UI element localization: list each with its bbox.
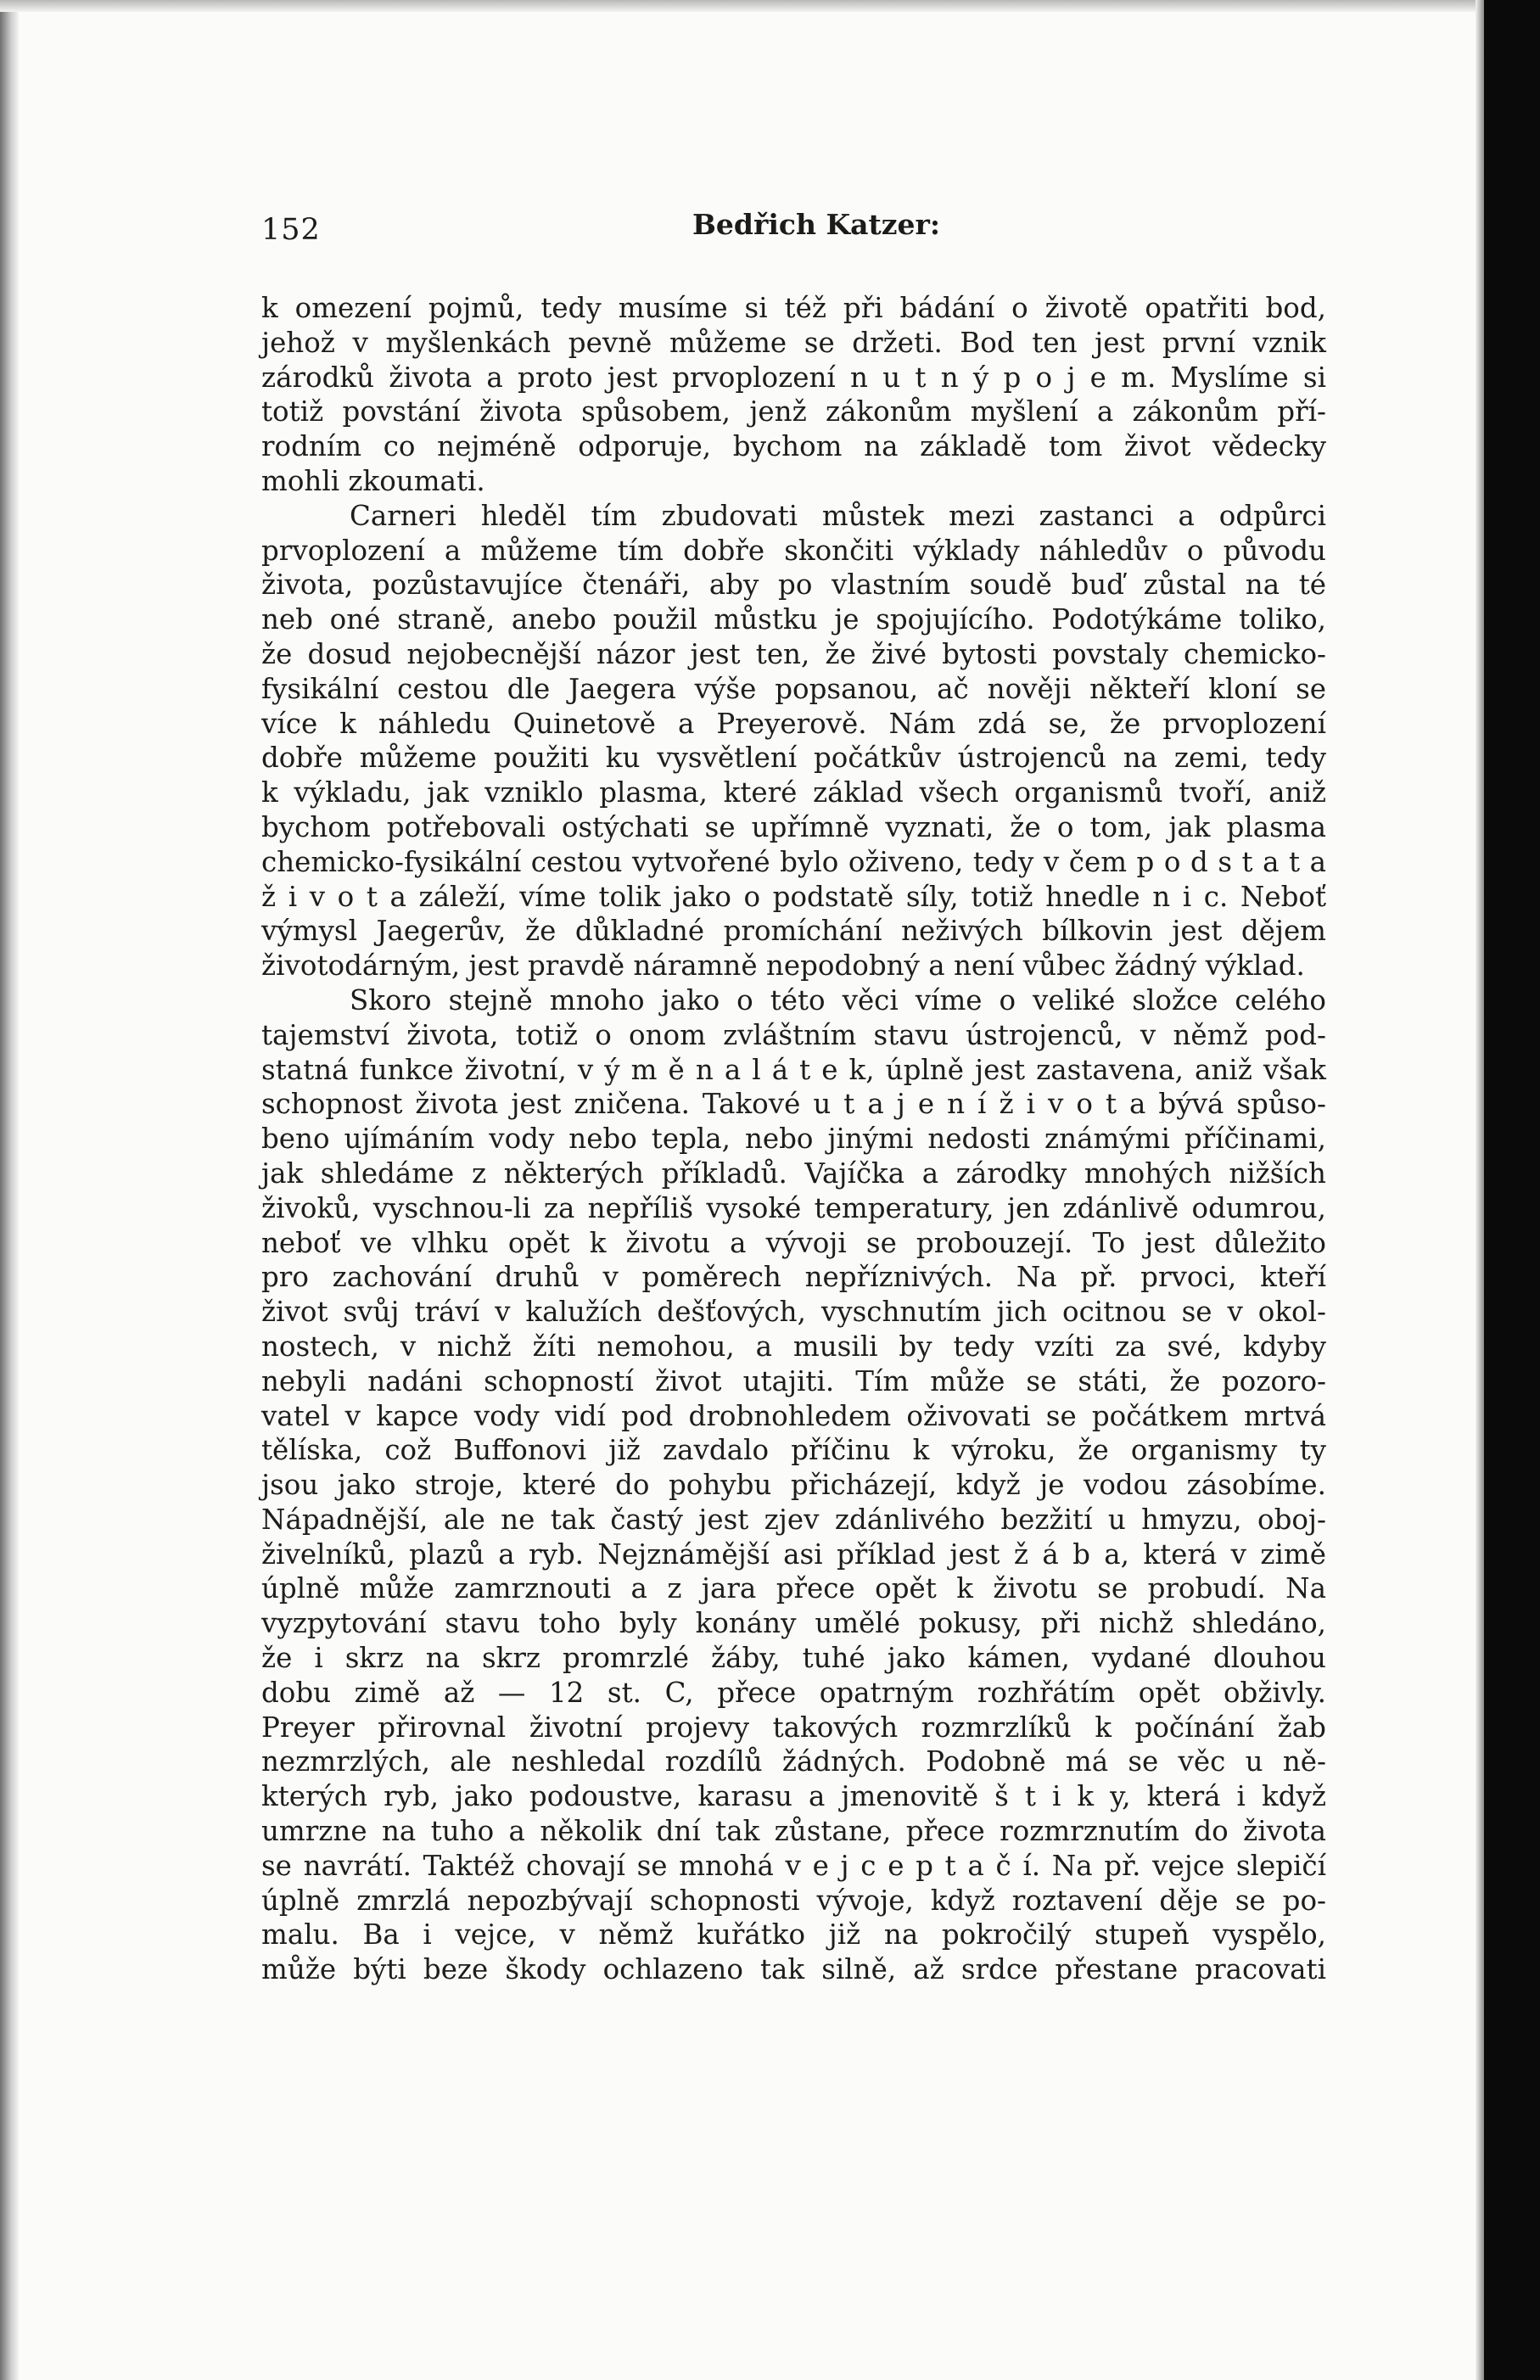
text-line: k výkladu, jak vzniklo plasma, které základ všech organismů tvoří, aniž bbox=[261, 776, 1326, 809]
text-line: tajemství života, totiž o onom zvláštním stavu ústrojenců, v němž pod- bbox=[261, 1018, 1326, 1051]
text-line: nostech, v nichž žíti nemohou, a musili by tedy vzíti za své, kdyby bbox=[261, 1330, 1326, 1363]
text-line: živoků, vyschnou-li za nepříliš vysoké temperatury, jen zdánlivě odumrou, bbox=[261, 1191, 1326, 1224]
text-line: život svůj tráví v kalužích dešťových, vyschnutím jich ocitnou se v okol- bbox=[261, 1296, 1326, 1329]
scan-shadow-right bbox=[1476, 0, 1484, 2380]
text-line: totiž povstání života spůsobem, jenž zákonům myšlení a zákonům pří- bbox=[261, 395, 1326, 428]
text-line: úplně může zamrznouti a z jara přece opět k životu se probudí. Na bbox=[261, 1572, 1326, 1605]
scan-shadow-top bbox=[0, 0, 1540, 12]
text-line: prvoplození a můžeme tím dobře skončiti výklady náhledův o původu bbox=[261, 534, 1326, 567]
text-line: Skoro stejně mnoho jako o této věci víme o veliké složce celého bbox=[350, 983, 1326, 1016]
text-line: Nápadnější, ale ne tak častý jest zjev zdánlivého bezžití u hmyzu, oboj- bbox=[261, 1503, 1326, 1536]
text-line: umrzne na tuho a několik dní tak zůstane, přece rozmrznutím do života bbox=[261, 1815, 1326, 1848]
text-line: tělíska, což Buffonovi již zavdalo příčinu k výroku, že organismy ty bbox=[261, 1434, 1326, 1467]
text-line: mohli zkoumati. bbox=[261, 464, 485, 497]
running-head: Bedřich Katzer: bbox=[692, 208, 941, 241]
text-line: schopnost života jest zničena. Takové u t a j e n í ž i v o t a bývá spůso- bbox=[261, 1088, 1326, 1121]
text-line: zárodků života a proto jest prvoplození n u t n ý p o j e m. Myslíme si bbox=[261, 361, 1326, 394]
text-line: pro zachování druhů v poměrech nepříznivých. Na př. prvoci, kteří bbox=[261, 1261, 1326, 1294]
text-line: dobu zimě až — 12 st. C, přece opatrným rozhřátím opět obživly. bbox=[261, 1676, 1326, 1709]
text-line: jehož v myšlenkách pevně můžeme se držeti. Bod ten jest první vznik bbox=[261, 326, 1326, 359]
text-line: nebyli nadáni schopností život utajiti. Tím může se státi, že pozoro- bbox=[261, 1364, 1326, 1397]
text-line: ž i v o t a záleží, víme tolik jako o podstatě síly, totiž hnedle n i c. Neboť bbox=[261, 880, 1326, 913]
text-line: se navrátí. Taktéž chovají se mnohá v e j c e p t a č í. Na př. vejce slepičí bbox=[261, 1849, 1326, 1882]
text-line: neb oné straně, anebo použil můstku je spojujícího. Podotýkáme toliko, bbox=[261, 603, 1326, 636]
text-line: bychom potřebovali ostýchati se upřímně vyznati, že o tom, jak plasma bbox=[261, 810, 1326, 843]
text-line: že dosud nejobecnější názor jest ten, že živé bytosti povstaly chemicko- bbox=[261, 637, 1326, 670]
text-line: neboť ve vlhku opět k životu a vývoji se probouzejí. To jest důležito bbox=[261, 1226, 1326, 1259]
text-line: fysikální cestou dle Jaegera výše popsanou, ač nověji někteří kloní se bbox=[261, 672, 1326, 705]
text-line: kterých ryb, jako podoustve, karasu a jmenovitě š t i k y, která i když bbox=[261, 1780, 1326, 1813]
text-line: nezmrzlých, ale neshledal rozdílů žádných. Podobně má se věc u ně- bbox=[261, 1745, 1326, 1778]
text-line: života, pozůstavujíce čtenáři, aby po vlastním soudě buď zůstal na té bbox=[261, 568, 1326, 602]
text-line: malu. Ba i vejce, v němž kuřátko již na pokročilý stupeň vyspělo, bbox=[261, 1918, 1326, 1952]
scan-border-right bbox=[1484, 0, 1540, 2380]
text-line: chemicko-fysikální cestou vytvořené bylo oživeno, tedy v čem p o d s t a t a bbox=[261, 845, 1326, 878]
text-line: dobře můžeme použiti ku vysvětlení počátkův ústrojenců na zemi, tedy bbox=[261, 742, 1326, 775]
text-line: jsou jako stroje, které do pohybu přicházejí, když je vodou zásobíme. bbox=[261, 1469, 1326, 1502]
scan-shadow-left bbox=[0, 0, 19, 2380]
text-line: vyzpytování stavu toho byly konány umělé pokusy, při nichž shledáno, bbox=[261, 1607, 1326, 1640]
text-line: živelníků, plazů a ryb. Nejznámější asi příklad jest ž á b a, která v zimě bbox=[261, 1537, 1326, 1571]
text-line: Preyer přirovnal životní projevy takových rozmrzlíků k počínání žab bbox=[261, 1711, 1326, 1744]
text-line: k omezení pojmů, tedy musíme si též při bádání o životě opatřiti bod, bbox=[261, 292, 1326, 324]
body-text bbox=[261, 291, 1326, 1987]
text-line: rodním co nejméně odporuje, bychom na základě tom život vědecky bbox=[261, 430, 1326, 463]
text-line: jak shledáme z některých příkladů. Vajíčka a zárodky mnohých nižších bbox=[261, 1156, 1326, 1190]
page-header bbox=[261, 208, 1326, 259]
text-line: že i skrz na skrz promrzlé žáby, tuhé jako kámen, vydané dlouhou bbox=[261, 1642, 1326, 1675]
page-number: 152 bbox=[261, 213, 321, 247]
text-line: statná funkce životní, v ý m ě n a l á t e k, úplně jest zastavena, aniž však bbox=[261, 1053, 1326, 1086]
text-line: životodárným, jest pravdě náramně nepodobný a není vůbec žádný výklad. bbox=[261, 949, 1305, 983]
text-line: Carneri hleděl tím zbudovati můstek mezi zastanci a odpůrci bbox=[350, 499, 1326, 532]
text-line: vatel v kapce vody vidí pod drobnohledem oživovati se počátkem mrtvá bbox=[261, 1399, 1326, 1432]
text-line: výmysl Jaegerův, že důkladné promíchání neživých bílkovin jest dějem bbox=[261, 915, 1326, 948]
text-line: může býti beze škody ochlazeno tak silně, až srdce přestane pracovati bbox=[261, 1953, 1326, 1986]
text-line: beno ujímáním vody nebo tepla, nebo jinými nedosti známými příčinami, bbox=[261, 1123, 1326, 1156]
text-line: úplně zmrzlá nepozbývají schopnosti vývoje, když roztavení děje se po- bbox=[261, 1884, 1326, 1917]
text-line: více k náhledu Quinetově a Preyerově. Nám zdá se, že prvoplození bbox=[261, 707, 1326, 740]
